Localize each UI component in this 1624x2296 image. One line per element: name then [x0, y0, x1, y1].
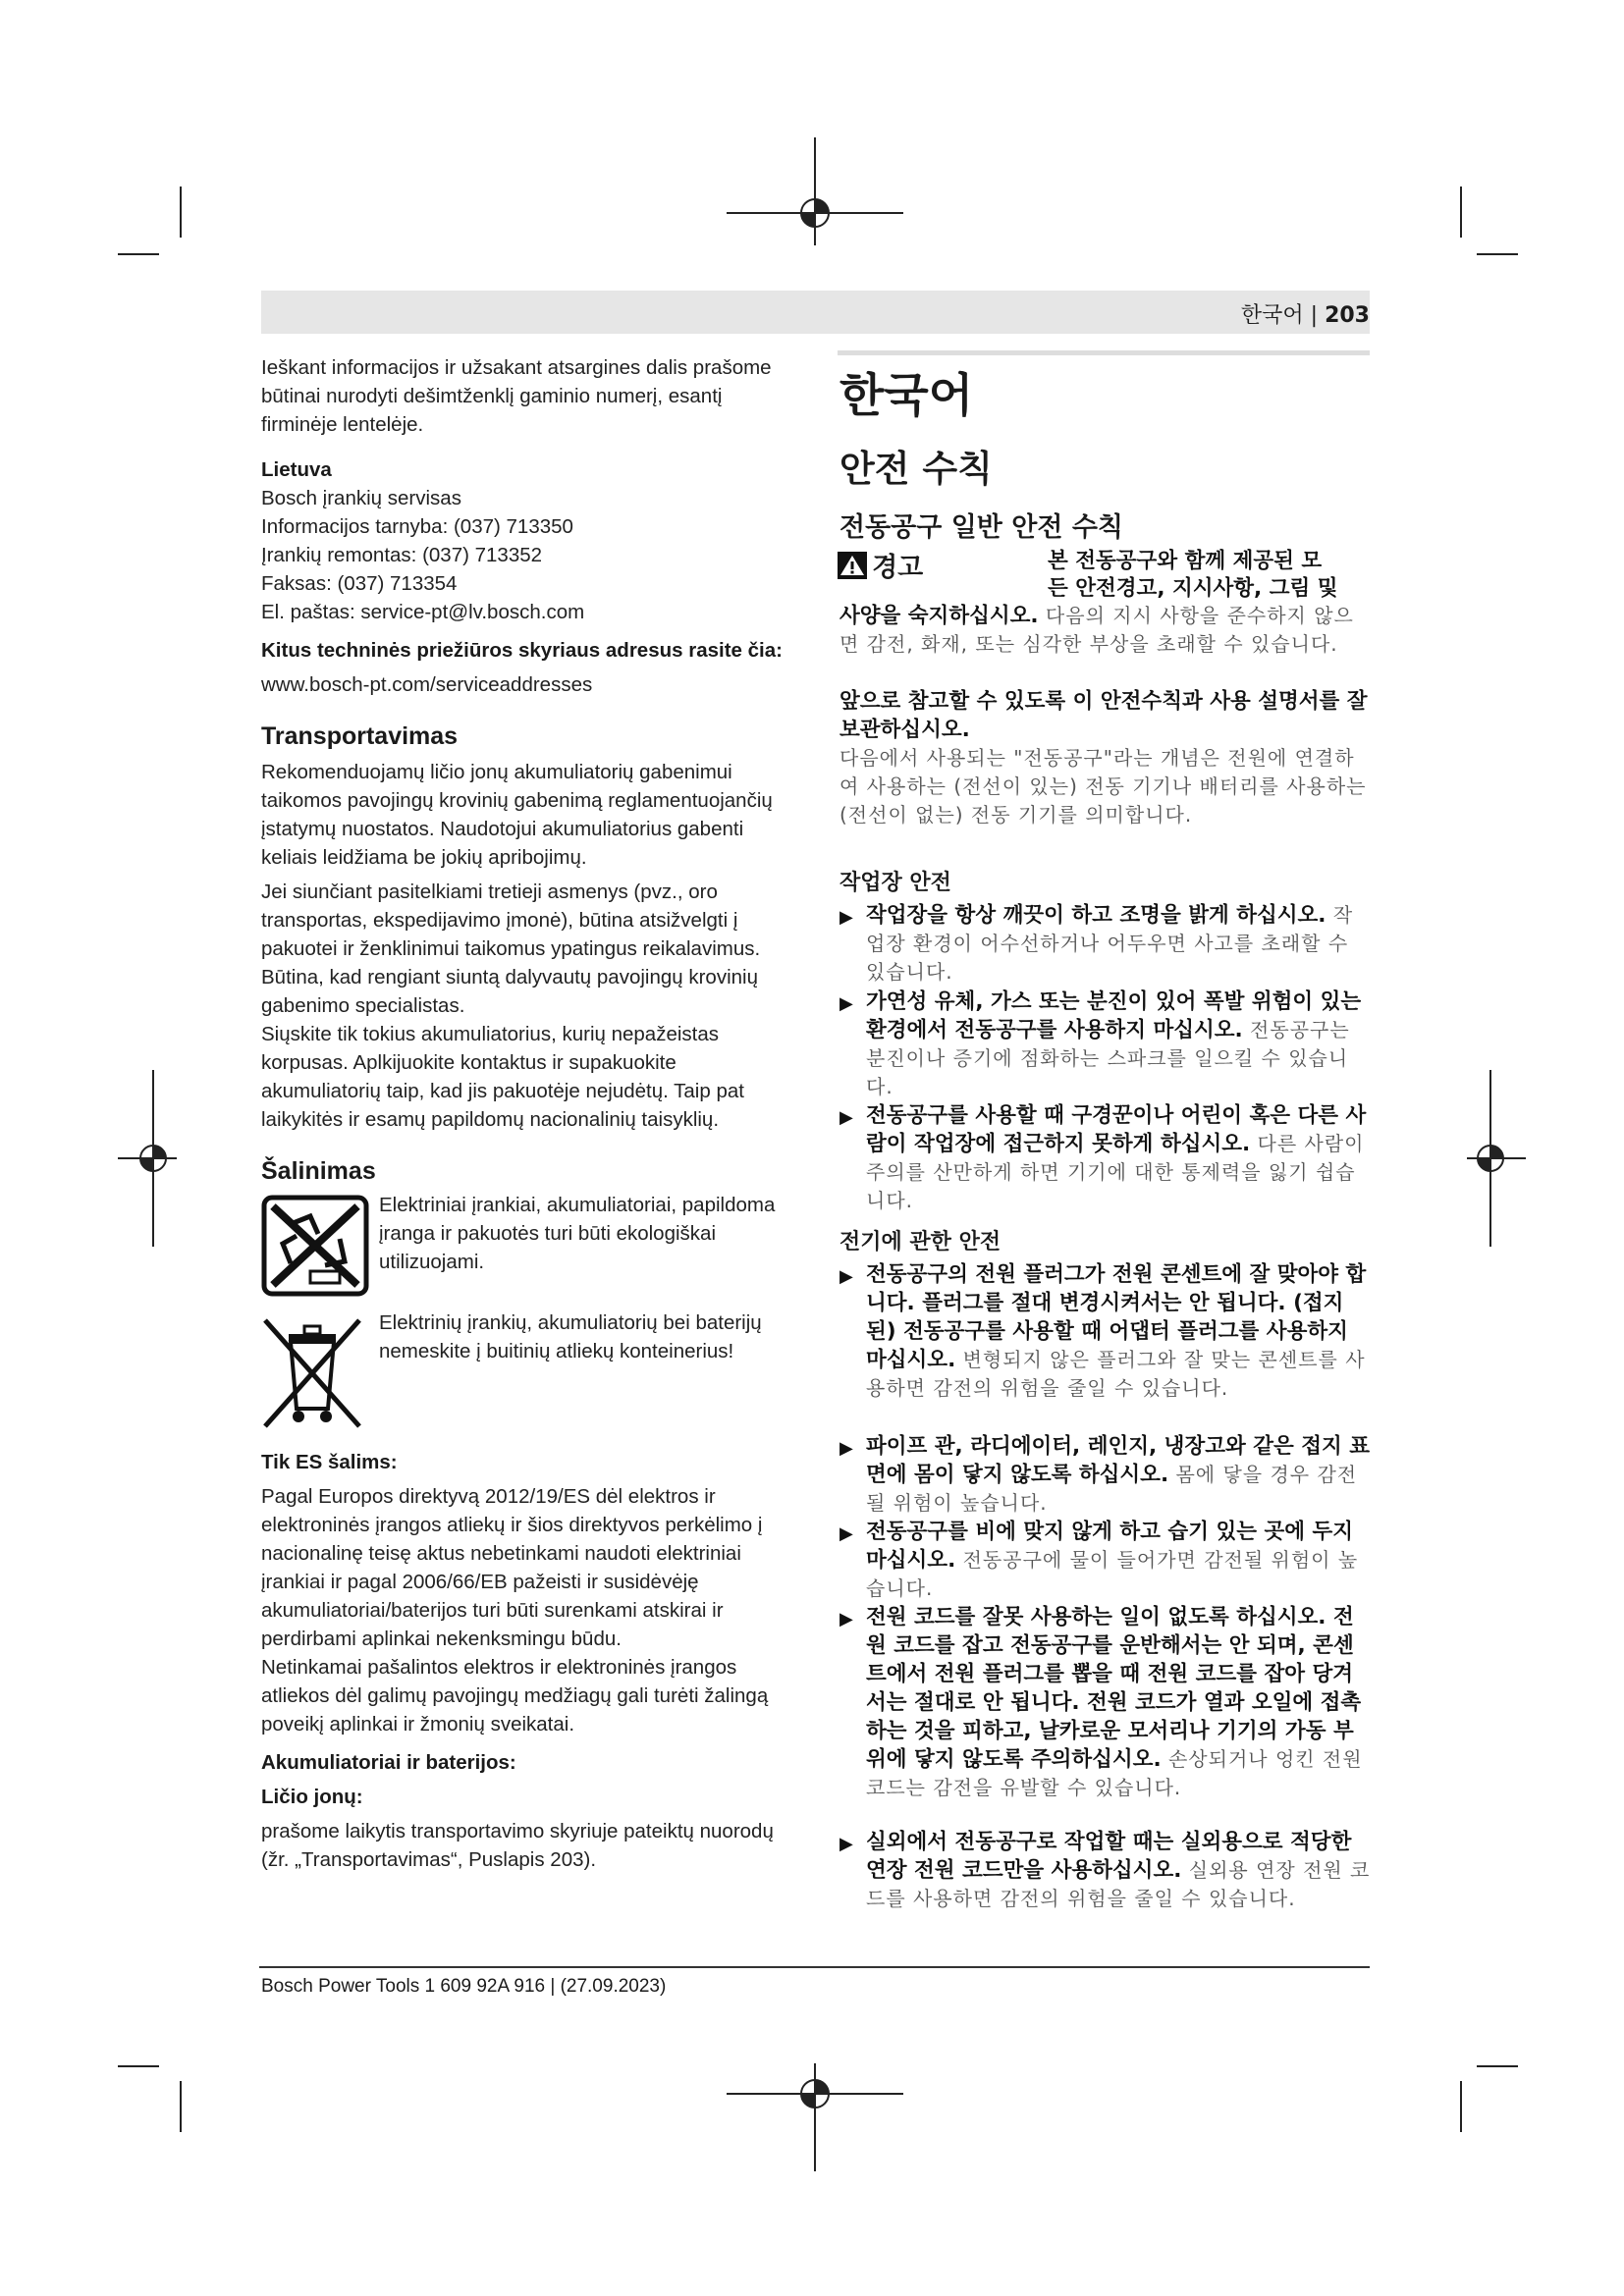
electrical-item	[866, 1518, 1372, 1603]
lietuva-line: Įrankių remontas: (037) 713352	[261, 544, 543, 566]
definition-paragraph: 다음에서 사용되는 "전동공구"라는 개념은 전원에 연결하여 사용하는 (전선이 있는) 전동 기기나 배터리를 사용하는 (전선이 없는) 전동 기기를 의미합니다.	[839, 746, 1367, 827]
electrical-item-text: 손상되거나 엉킨 전원 코드는 감전을 유발할 수 있습니다.	[866, 1747, 1363, 1799]
work-item	[866, 901, 1372, 987]
warning-label	[838, 546, 923, 584]
work-item-text: 전동공구는 분진이나 증기에 점화하는 스파크를 일으킬 수 있습니다.	[866, 1018, 1350, 1098]
header-language: 한국어	[1240, 303, 1304, 328]
electrical-safety-title: 전기에 관한 안전	[839, 1230, 1001, 1255]
footer-imprint: Bosch Power Tools 1 609 92A 916 | (27.09.2023)	[261, 1976, 667, 1997]
header-bar	[261, 291, 1370, 334]
electrical-item	[866, 1603, 1372, 1802]
disposal-title: Šalinimas	[261, 1157, 376, 1185]
warning-bold-line-2: 든 안전경고, 지시사항, 그림 및	[1048, 576, 1338, 601]
lietuva-line: Informacijos tarnyba: (037) 713350	[261, 515, 573, 538]
service-addresses-link[interactable]: www.bosch-pt.com/serviceaddresses	[261, 673, 593, 696]
work-item-bold: 전동공구를 사용할 때 구경꾼이나 어린이 혹은 다른 사람이 작업장에 접근하지 못하게 하십시오.	[866, 1103, 1367, 1156]
electrical-item-bold: 실외에서 전동공구로 작업할 때는 실외용으로 적당한 연장 전원 코드만을 사용하십시오.	[866, 1830, 1352, 1883]
warning-paragraph	[839, 602, 1372, 659]
bullet-icon: ▶	[839, 1266, 853, 1287]
korean-language-title: 한국어	[839, 369, 974, 423]
work-item-bold: 작업장을 항상 깨끗이 하고 조명을 밝게 하십시오.	[866, 903, 1326, 928]
work-item	[866, 1101, 1372, 1215]
registration-mark-right	[1467, 1070, 1526, 1247]
header-separator: |	[1303, 303, 1326, 328]
work-area-title: 작업장 안전	[839, 871, 951, 895]
service-addresses-title: Kitus techninės priežiūros skyriaus adresus rasite čia:	[261, 639, 783, 662]
lithium-text: prašome laikytis transportavimo skyriuje pateiktų nuorodų (žr. „Transportavimas“, Puslapis 203).	[261, 1820, 774, 1871]
bullet-icon: ▶	[839, 1107, 853, 1128]
transport-paragraph-1: Rekomenduojamų ličio jonų akumuliatorių gabenimui taikomos pavojingų krovinių gabenimą reglamentuojančių įstatymų nuostatos. Naudotojui akumuliatorius gabenti keliais leidžiama be jokių apribojimų.	[261, 761, 773, 869]
korean-section-rule	[838, 350, 1370, 355]
electrical-item-text: 실외용 연장 전원 코드를 사용하면 감전의 위험을 줄일 수 있습니다.	[866, 1858, 1371, 1910]
warning-triangle-icon	[838, 552, 867, 579]
electrical-item-text: 전동공구에 물이 들어가면 감전될 위험이 높습니다.	[866, 1548, 1359, 1600]
footer-rule	[259, 1966, 1370, 1968]
batteries-title: Akumuliatoriai ir baterijos:	[261, 1751, 516, 1774]
electrical-item	[866, 1432, 1372, 1518]
work-item-text: 작업장 환경이 어수선하거나 어두우면 사고를 초래할 수 있습니다.	[866, 903, 1354, 984]
electrical-item-bold: 전동공구를 비에 맞지 않게 하고 습기 있는 곳에 두지 마십시오.	[866, 1520, 1354, 1573]
keep-instructions: 앞으로 참고할 수 있도록 이 안전수칙과 사용 설명서를 잘 보관하십시오.	[839, 689, 1368, 742]
general-safety-title: 전동공구 일반 안전 수칙	[839, 512, 1124, 543]
eu-paragraph-2: Netinkamai pašalintos elektros ir elektroninės įrangos atliekos dėl galimų pavojingų medžiagų gali turėti žalingą poveikį aplinkai ir žmonių sveikatai.	[261, 1656, 769, 1735]
electrical-item	[866, 1260, 1372, 1403]
electrical-item-text: 변형되지 않은 플러그와 잘 맞는 콘센트를 사용하면 감전의 위험을 줄일 수 있습니다.	[866, 1348, 1366, 1400]
lietuva-line: Faksas: (037) 713354	[261, 572, 458, 595]
electrical-item-text: 몸에 닿을 경우 감전될 위험이 높습니다.	[866, 1463, 1358, 1515]
page-number: 203	[1325, 303, 1370, 328]
transport-title: Transportavimas	[261, 722, 459, 750]
running-header	[1241, 298, 1370, 329]
bullet-icon: ▶	[839, 1834, 853, 1854]
intro-paragraph: Ieškant informacijos ir užsakant atsargines dalis prašome būtinai nurodyti dešimtženklį gaminio numerį, esantį firminėje lentelėje.	[261, 356, 772, 436]
crossed-bin-icon	[261, 1314, 363, 1430]
safety-title: 안전 수칙	[839, 448, 993, 490]
warning-bold-line-3: 사양을 숙지하십시오.	[839, 604, 1039, 628]
bullet-icon: ▶	[839, 1609, 853, 1629]
lietuva-email: El. paštas: service-pt@lv.bosch.com	[261, 601, 585, 623]
disposal-item-recycling	[261, 1195, 791, 1305]
electrical-item-bold: 전동공구의 전원 플러그가 전원 콘센트에 잘 맞아야 합니다. 플러그를 절대 변경시켜서는 안 됩니다. (접지된) 전동공구를 사용할 때 어댑터 플러그를 사용하지 마십시오.	[866, 1262, 1367, 1372]
registration-mark-bottom	[727, 2063, 903, 2171]
eu-paragraph-1: Pagal Europos direktyvą 2012/19/ES dėl elektros ir elektroninės įrangos atliekų ir šios direktyvos perkėlimo į nacionalinę teisę aktus nebetinkami naudoti elektriniai įrankiai ir pagal 2006/66/EB pažeisti ir susidėvėję akumuliatoriai/baterijos turi būti surenkami atskirai ir perdirbami aplinkai nekenksmingu būdu.	[261, 1485, 763, 1650]
warning-bold-line-1: 본 전동공구와 함께 제공된 모	[1048, 549, 1323, 573]
lietuva-line: Bosch įrankių servisas	[261, 487, 461, 509]
warning-word: 경고	[872, 553, 924, 583]
eu-only-title: Tik ES šalims:	[261, 1451, 398, 1473]
bullet-icon: ▶	[839, 1438, 853, 1459]
bullet-icon: ▶	[839, 1523, 853, 1544]
bullet-icon: ▶	[839, 907, 853, 928]
disposal-text-1: Elektriniai įrankiai, akumuliatoriai, papildoma įranga ir pakuotės turi būti ekologiškai utilizuojami.	[379, 1194, 776, 1273]
warning-text: 다음의 지시 사항을 준수하지 않으면 감전, 화재, 또는 심각한 부상을 초래할 수 있습니다.	[839, 604, 1354, 656]
work-item-text: 다른 사람이 주의를 산만하게 하면 기기에 대한 통제력을 잃기 쉽습니다.	[866, 1132, 1365, 1212]
electrical-item	[866, 1828, 1372, 1913]
transport-paragraph-2: Jei siunčiant pasitelkiami tretieji asmenys (pvz., oro transportas, ekspedijavimo įmonė), būtina atsižvelgti į pakuotei ir ženklinimui taikomus ypatingus reikalavimus. Būtina, kad rengiant siuntą dalyvautų pavojingų krovinių gabenimo specialistas.	[261, 881, 761, 1017]
registration-mark-top	[727, 137, 903, 245]
left-column	[261, 353, 791, 1874]
transport-paragraph-3: Siųskite tik tokius akumuliatorius, kurių nepažeistas korpusas. Aplkijuokite kontaktus ir supakuokite akumuliatorių taip, kad jis pakuotėje nejudėtų. Taip pat laikykitės ir esamų papildomų nacionalinių taisyklių.	[261, 1023, 744, 1131]
bullet-icon: ▶	[839, 993, 853, 1014]
disposal-item-bin	[261, 1311, 791, 1438]
work-item-bold: 가연성 유체, 가스 또는 분진이 있어 폭발 위험이 있는 환경에서 전동공구를 사용하지 마십시오.	[866, 989, 1362, 1042]
registration-mark-left	[118, 1070, 177, 1247]
electrical-item-bold: 전원 코드를 잘못 사용하는 일이 없도록 하십시오. 전원 코드를 잡고 전동공구를 운반해서는 안 되며, 콘센트에서 전원 플러그를 뽑을 때 전원 코드를 잡아 당겨서는 절대로 안 됩니다. 전원 코드가 열과 오일에 접촉하는 것을 피하고, 날카로운 모서리나 기기의 가동 부위에 닿지 않도록 주의하십시오.	[866, 1605, 1362, 1772]
lithium-title: Ličio jonų:	[261, 1786, 363, 1808]
recycling-crossed-icon	[261, 1195, 369, 1297]
electrical-item-bold: 파이프 관, 라디에이터, 레인지, 냉장고와 같은 접지 표면에 몸이 닿지 않도록 하십시오.	[866, 1434, 1371, 1487]
disposal-text-2: Elektrinių įrankių, akumuliatorių bei baterijų nemeskite į buitinių atliekų konteinerius!	[379, 1311, 762, 1362]
work-item	[866, 988, 1372, 1101]
lietuva-title: Lietuva	[261, 458, 332, 481]
